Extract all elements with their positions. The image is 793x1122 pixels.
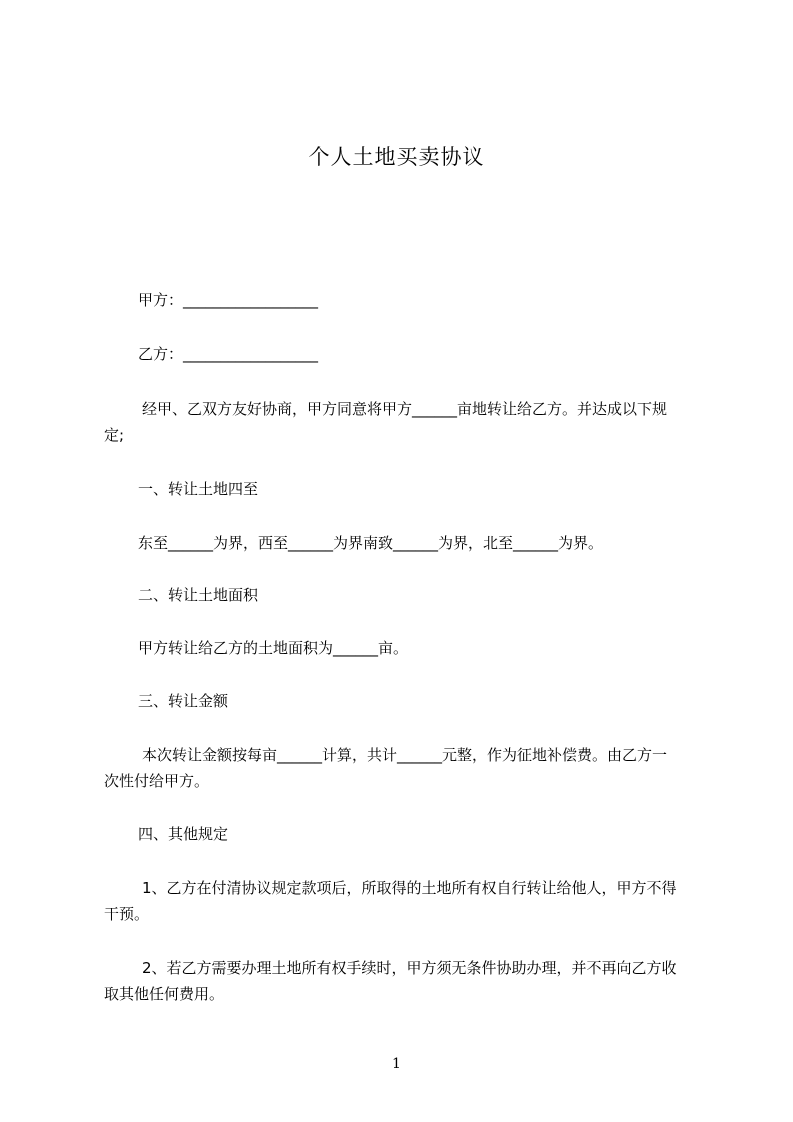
intro-line-2: 定; [104,426,125,444]
intro-line-1: 经甲、乙双方友好协商，甲方同意将甲方______亩地转让给乙方。并达成以下规 [142,400,668,418]
party-a-line: 甲方：__________________ [138,291,319,309]
document-title: 个人土地买卖协议 [308,145,485,169]
section-4-item-2-line-2: 取其他任何费用。 [104,985,225,1003]
section-2-heading: 二、转让土地面积 [138,586,259,604]
section-4-item-2-line-1: 2、若乙方需要办理土地所有权手续时，甲方须无条件协助办理，并不再向乙方收 [142,959,677,977]
page-number: 1 [392,1056,401,1072]
section-3-body-line-2: 次性付给甲方。 [104,772,210,790]
section-4-item-1-line-1: 1、乙方在付清协议规定款项后，所取得的土地所有权自行转让给他人，甲方不得 [142,879,677,897]
section-4-heading: 四、其他规定 [138,825,229,843]
party-b-line: 乙方：__________________ [138,345,319,363]
section-3-heading: 三、转让金额 [138,692,229,710]
section-2-body: 甲方转让给乙方的土地面积为______亩。 [138,639,409,657]
section-3-body-line-1: 本次转让金额按每亩______计算，共计______元整，作为征地补偿费。由乙方一 [142,746,668,764]
section-1-heading: 一、转让土地四至 [138,480,259,498]
section-4-item-1-line-2: 干预。 [104,905,150,923]
section-1-body: 东至______为界，西至______为界南致______为界，北至______为界。 [138,534,604,552]
